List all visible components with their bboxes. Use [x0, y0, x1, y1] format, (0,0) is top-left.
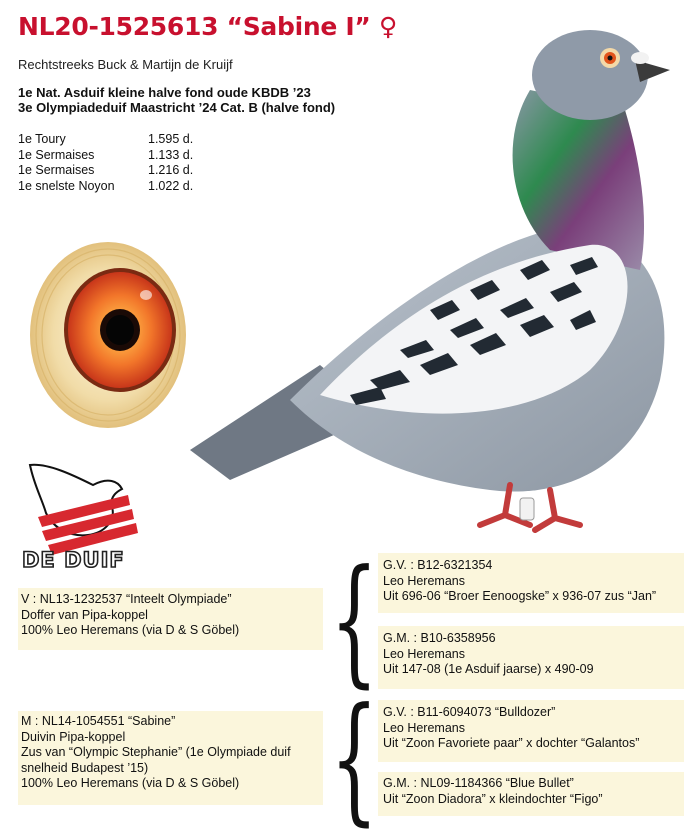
grandmother-father-box	[378, 626, 684, 689]
mother-origin: 100% Leo Heremans (via D & S Göbel)	[21, 776, 240, 791]
gm2-origin: Uit “Zoon Diadora” x kleindochter “Figo”	[383, 791, 603, 806]
result-distance: 1.022 d.	[148, 178, 194, 193]
father-origin: 100% Leo Heremans (via D & S Göbel)	[21, 623, 240, 638]
result-distance: 1.133 d.	[148, 147, 194, 162]
mother-sibling: Zus van “Olympic Stephanie” (1e Olympiade duif	[21, 745, 291, 760]
grandmother-mother-box	[378, 772, 684, 816]
eye-closeup-image	[28, 240, 188, 430]
pedigree-brace-father: {	[330, 540, 379, 701]
gv2-breeder: Leo Heremans	[383, 720, 465, 735]
pedigree-brace-mother: {	[330, 678, 379, 839]
gv1-breeder: Leo Heremans	[383, 573, 465, 588]
gm1-id: G.M. : B10-6358956	[383, 631, 496, 645]
mother-sibling-cont: snelheid Budapest ’15)	[21, 760, 149, 775]
gv2-origin: Uit “Zoon Favoriete paar” x dochter “Galantos”	[383, 736, 640, 751]
father-desc: Doffer van Pipa-koppel	[21, 607, 148, 622]
pigeon-image	[170, 20, 700, 540]
grandfather-father-box	[378, 553, 684, 613]
result-distance: 1.595 d.	[148, 132, 194, 146]
gm1-origin: Uit 147-08 (1e Asduif jaarse) x 490-09	[383, 662, 594, 677]
father-id: V : NL13-1232537 “Inteelt Olympiade”	[21, 592, 232, 606]
mother-desc: Duivin Pipa-koppel	[21, 729, 126, 744]
gv1-id: G.V. : B12-6321354	[383, 558, 493, 572]
mother-id: M : NL14-1054551 “Sabine”	[21, 714, 176, 728]
result-distance: 1.216 d.	[148, 163, 194, 178]
breeder-line: Rechtstreeks Buck & Martijn de Kruijf	[18, 57, 233, 72]
result-place: 1e snelste Noyon	[18, 178, 115, 193]
logo-text: DE DUIF	[22, 548, 125, 572]
gv1-origin: Uit 696-06 “Broer Eenoogske” x 936-07 zus “Jan”	[383, 589, 657, 604]
gm1-breeder: Leo Heremans	[383, 646, 465, 661]
gv2-id: G.V. : B11-6094073 “Bulldozer”	[383, 705, 556, 719]
father-box	[18, 588, 323, 650]
page-title: NL20-1525613 “Sabine I” ♀	[18, 12, 397, 41]
result-place: 1e Sermaises	[18, 163, 95, 178]
achievement-1: 1e Nat. Asduif kleine halve fond oude KBDB ’23	[18, 85, 311, 100]
gm2-id: G.M. : NL09-1184366 “Blue Bullet”	[383, 776, 574, 790]
achievement-2: 3e Olympiadeduif Maastricht ’24 Cat. B (halve fond)	[18, 100, 336, 115]
result-place: 1e Toury	[18, 132, 66, 146]
grandfather-mother-box	[378, 700, 684, 762]
result-place: 1e Sermaises	[18, 147, 95, 162]
mother-box	[18, 711, 323, 805]
